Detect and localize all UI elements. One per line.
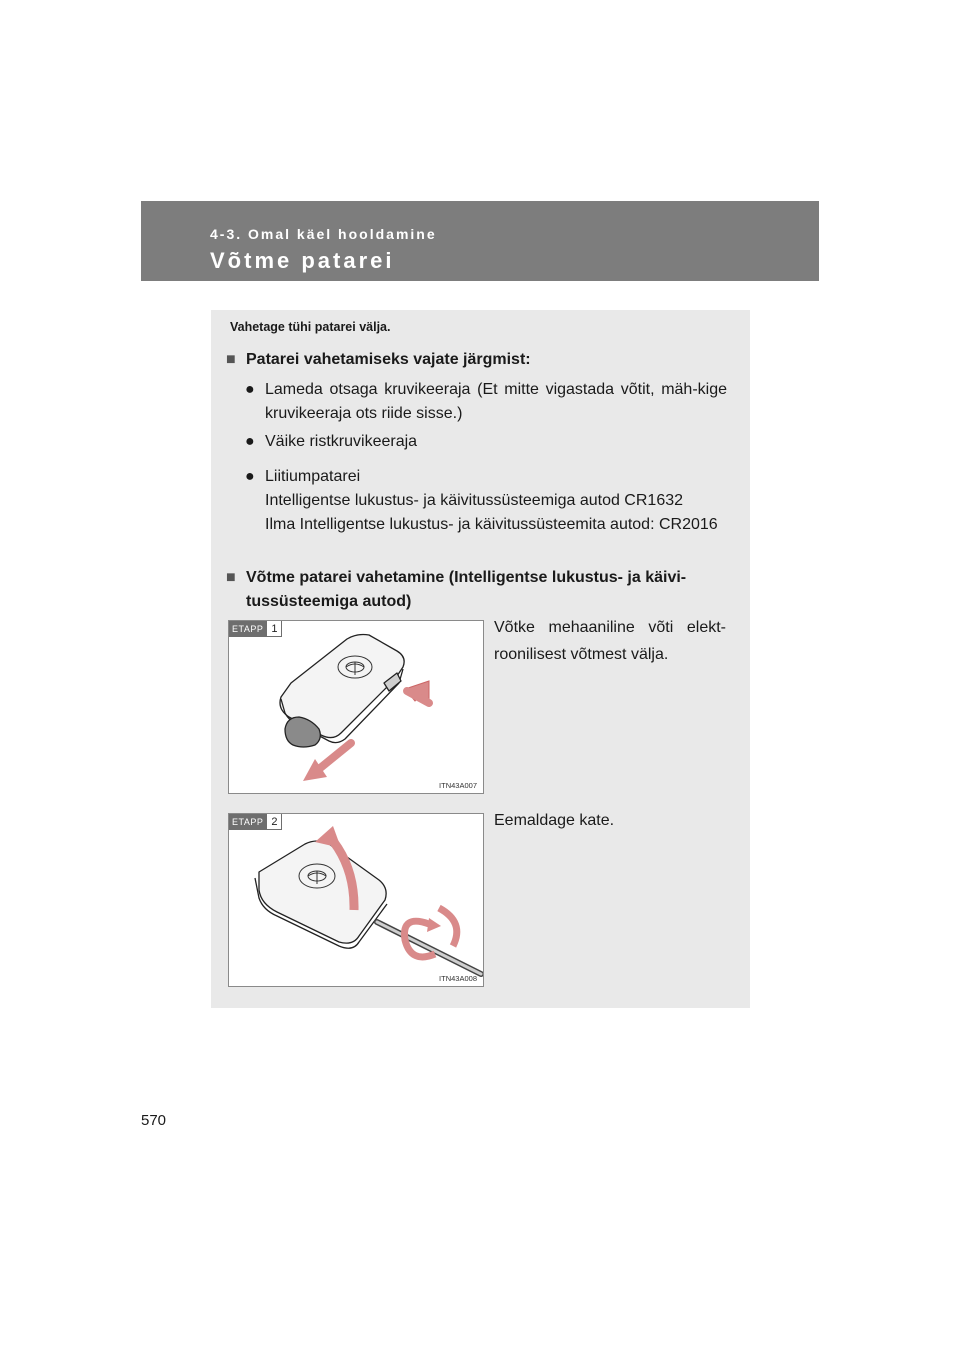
page-title: Võtme patarei: [210, 248, 395, 273]
step-badge: ETAPP 1: [229, 621, 282, 637]
key-fob-illustration: [229, 621, 484, 794]
replace-heading: ■ Võtme patarei vahetamine (Intelligentse lukustus- ja käivi- tussüsteemiga autod): [226, 566, 746, 614]
page-number: 570: [141, 1112, 167, 1129]
step2-figure: [228, 813, 484, 987]
bullet-item: ● Liitiumpatarei Intelligentse lukustus- ja käivitussüsteemiga autod CR1632 Ilma Intelligentse lukustus- ja käivitussüsteemita autod: CR2016: [245, 465, 727, 537]
square-bullet-icon: ■: [226, 569, 236, 586]
step2-text: Eemaldage kate.: [494, 812, 615, 829]
round-bullet-icon: ●: [245, 381, 255, 398]
bullet-item: ● Väike ristkruvikeeraja: [245, 430, 727, 454]
section-label: 4-3. Omal käel hooldamine: [210, 226, 437, 242]
needs-heading: ■ Patarei vahetamiseks vajate järgmist:: [226, 348, 736, 372]
content-panel: [211, 310, 750, 1008]
key-cover-illustration: [229, 814, 484, 987]
step1-text: Võtke mehaaniline võti elekt-roonilisest võtmest välja.: [494, 619, 726, 663]
intro-text: Vahetage tühi patarei välja.: [230, 320, 391, 334]
round-bullet-icon: ●: [245, 433, 255, 450]
page-header: [141, 201, 819, 281]
step1-figure: [228, 620, 484, 794]
bullet-item: ● Lameda otsaga kruvikeeraja (Et mitte vigastada võtit, mäh-kige kruvikeeraja ots riide sisse.): [245, 378, 727, 426]
figure-code: ITN43A007: [439, 781, 477, 790]
step-badge: ETAPP 2: [229, 814, 282, 830]
figure-code: ITN43A008: [439, 974, 477, 983]
square-bullet-icon: ■: [226, 351, 236, 368]
round-bullet-icon: ●: [245, 468, 255, 485]
